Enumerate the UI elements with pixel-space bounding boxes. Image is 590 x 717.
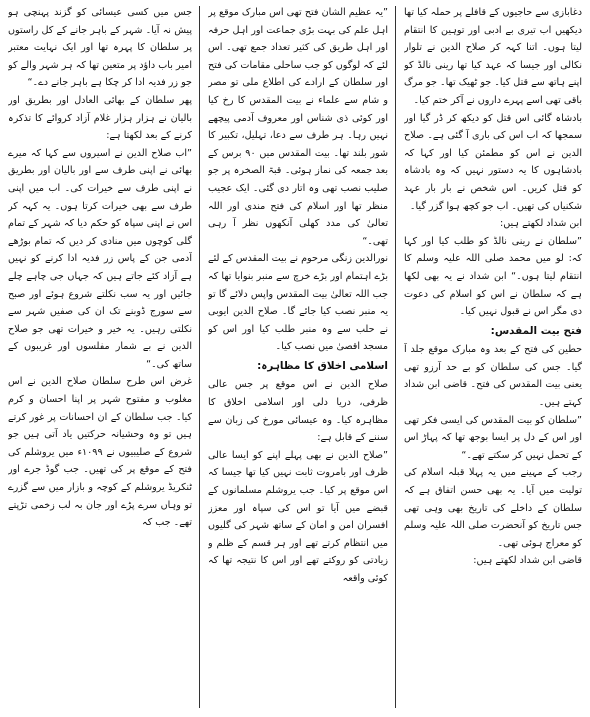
quotation-paragraph: ”صلاح الدین نے بھی پہلے اپنے کو ایسا عالی ظرف اور بامروت ثابت نہیں کیا تھا جیسا کہ اس موقع پر کیا۔ جب یروشلم مسلمانوں کے قبضے میں آیا تو اس کی سپاہ اور معزز افسران امن و امان کے ساتھ شہر کی گلیوں میں انتظام کرتے تھے اور ہر قسم کے ظلم و زیادتی کو روکتے تھے اور اس کا نتیجہ تھا کہ کوئی واقعہ [208, 449, 388, 584]
body-paragraph: بادشاہ گائی اس قتل کو دیکھ کر ڈر گیا اور سمجھا کہ اب اس کی باری آ گئی ہے۔ صلاح الدین نے اس کو مطمئن کیا اور کہا کہ بادشاہوں کا یہ دستور نہیں کہ وہ بادشاہ کو قتل کریں۔ اس شخص نے بار بار عہد شکنیاں کی تھیں۔ اب جو کچھ ہوا گزر گیا۔ [404, 112, 582, 212]
text-column-right [404, 4, 582, 710]
body-paragraph: جس میں کسی عیسائی کو گزند پہنچی ہو پیش نہ آیا۔ شہر کے باہر جانے کے کل راستوں پر سلطان کا پہرہ تھا اور ایک نہایت معتبر امیر باب داؤد پر متعین تھا کہ ہر شہر والے کو جو زر فدیہ ادا کر چکا ہے باہر جانے دے۔“ [8, 7, 192, 89]
body-paragraph: پھر سلطان کے بھائی العادل اور بطریق اور بالیان نے ہزار ہزار غلام آزاد کروائے کا تذکرہ کرنے کے بعد لکھتا ہے: [8, 94, 192, 142]
body-paragraph: دغابازی سے حاجیوں کے قافلے پر حملہ کیا تھا دیکھیں اب تیری بے ادبی اور توہین کا انتقام لیتا ہوں۔ اتنا کہہ کر صلاح الدین نے تلوار نکالی اور جیسا کہ عہد کیا تھا رینی نالڈ کو اپنے ہاتھ سے قتل کیا۔ جو ٹھیک تھا۔ جو مرگ باقی تھی اسے پہرے داروں نے آکر ختم کیا۔ [404, 7, 582, 106]
quotation-paragraph: ”سلطان کو بیت المقدس کی ایسی فکر تھی اور اس کے دل پر ایسا بوجھ تھا کہ پہاڑ اس کے تحمل نہیں کر سکتے تھے۔“ [404, 414, 582, 461]
body-paragraph: رجب کے مہینے میں یہ پہلا قبلہ اسلام کی تولیت میں آیا۔ یہ بھی حسن اتفاق ہے کہ سلطان کے داخلے کی تاریخ بھی وہی تھی جس تاریخ کو آنحضرت صلی اللہ علیہ وسلم کو معراج ہوئی تھی۔ [404, 467, 582, 549]
body-paragraph: ابن شداد لکھتے ہیں: [499, 218, 582, 230]
body-paragraph: قاضی ابن شداد لکھتے ہیں: [473, 555, 582, 567]
text-column-middle [208, 4, 388, 710]
column-divider [395, 6, 396, 708]
section-heading: اسلامی اخلاق کا مظاہرہ: [257, 359, 388, 372]
quotation-paragraph: ”اب صلاح الدین نے اسیروں سے کہا کہ میرے بھائی نے اپنی طرف سے اور بالیان اور بطریق نے اپنی طرف سے خیرات کی۔ اب میں اپنی طرف سے بھی خیرات کرتا ہوں۔ یہ کہہ کر اس نے اپنی سپاہ کو حکم دیا کہ شہر کے تمام گلی کوچوں میں منادی کر دیں کہ تمام بوڑھے آدمی جن کے پاس زر فدیہ ادا کرنے کو نہیں ہے آزاد کئے جاتے ہیں کہ جہاں جی چاہے چلے جائیں اور یہ سب نکلتے شروع ہوئے اور صبح سے سورج ڈوبنے تک ان کی صفیں شہر سے نکلتی رہیں۔ یہ خیر و خیرات تھی جو صلاح الدین نے بے شمار مفلسوں اور غریبوں کے ساتھ کی۔“ [8, 147, 192, 370]
text-column-left [8, 4, 192, 710]
body-paragraph: صلاح الدین نے اس موقع پر جس عالی ظرفی، دریا دلی اور اسلامی اخلاق کا مظاہرہ کیا۔ وہ عیسائی مورخ کی زبان سے سننے کے قابل ہے: [208, 379, 388, 444]
body-paragraph: حطین کی فتح کے بعد وہ مبارک موقع جلد آ گیا۔ جس کی سلطان کو بے حد آرزو تھی یعنی بیت المقدس کی فتح۔ قاضی ابن شداد کہتے ہیں۔ [404, 344, 582, 409]
section-heading: فتح بیت المقدس: [490, 324, 582, 337]
body-paragraph: نورالدین زنگی مرحوم نے بیت المقدس کے لئے بڑے اہتمام اور بڑے خرچ سے منبر بنوایا تھا کہ جب اللہ تعالیٰ بیت المقدس واپس دلائے گا تو یہ منبر نصب کیا جائے گا۔ صلاح الدین ایوبی نے حلب سے وہ منبر طلب کیا اور اس کو مسجد اقصیٰ میں نصب کیا۔ [208, 253, 388, 353]
quotation-paragraph: ”سلطان نے رینی نالڈ کو طلب کیا اور کہا کہ: لو میں محمد صلی اللہ علیہ وسلم کا انتقام لیتا ہوں۔“ ابن شداد نے یہ بھی لکھا ہے کہ سلطان نے اس کو اسلام کی دعوت دی مگر اس نے قبول نہیں کیا۔ [404, 235, 582, 318]
quotation-paragraph: ”یہ عظیم الشان فتح تھی اس مبارک موقع پر اہل علم کی بہت بڑی جماعت اور اہل حرفہ اور اہل طریق کی کثیر تعداد جمع تھی۔ اس لئے کہ لوگوں کو جب ساحلی مقامات کی فتح اور سلطان کے ارادے کی اطلاع ملی تو مصر و شام سے علماء نے بیت المقدس کا رخ کیا اور کوئی ذی شناس اور معروف آدمی پیچھے نہیں رہا۔ ہر طرف سے دعا، تہلیل، تکبیر کا شور بلند تھا۔ بیت المقدس میں ۹۰ برس کے بعد جمعہ کی نماز ہوئی۔ قبۃ الصخرہ پر جو صلیب نصب تھی وہ اتار دی گئی۔ ایک عجیب منظر تھا اور اسلام کی فتح مندی اور اللہ تعالیٰ کی مدد کھلی آنکھوں نظر آ رہی تھی۔“ [208, 7, 388, 247]
column-divider [199, 6, 200, 708]
body-paragraph: غرض اس طرح سلطان صلاح الدین نے اس مغلوب و مفتوح شہر پر اپنا احسان و کرم کیا۔ جب سلطان کے ان احسانات پر غور کرتے ہیں تو وہ وحشیانہ حرکتیں یاد آتی ہیں جو شروع کے صلیبیوں نے ۱۰۹۹ء میں یروشلم کی فتح کے موقع پر کی تھیں۔ جب گوڈ جرے اور ٹنکریڈ یروشلم کے کوچہ و بازار میں سے گزرے تو وہاں سرے پڑے اور جان بہ لب زخمی تڑپتے تھے۔ جب کہ [8, 376, 192, 529]
